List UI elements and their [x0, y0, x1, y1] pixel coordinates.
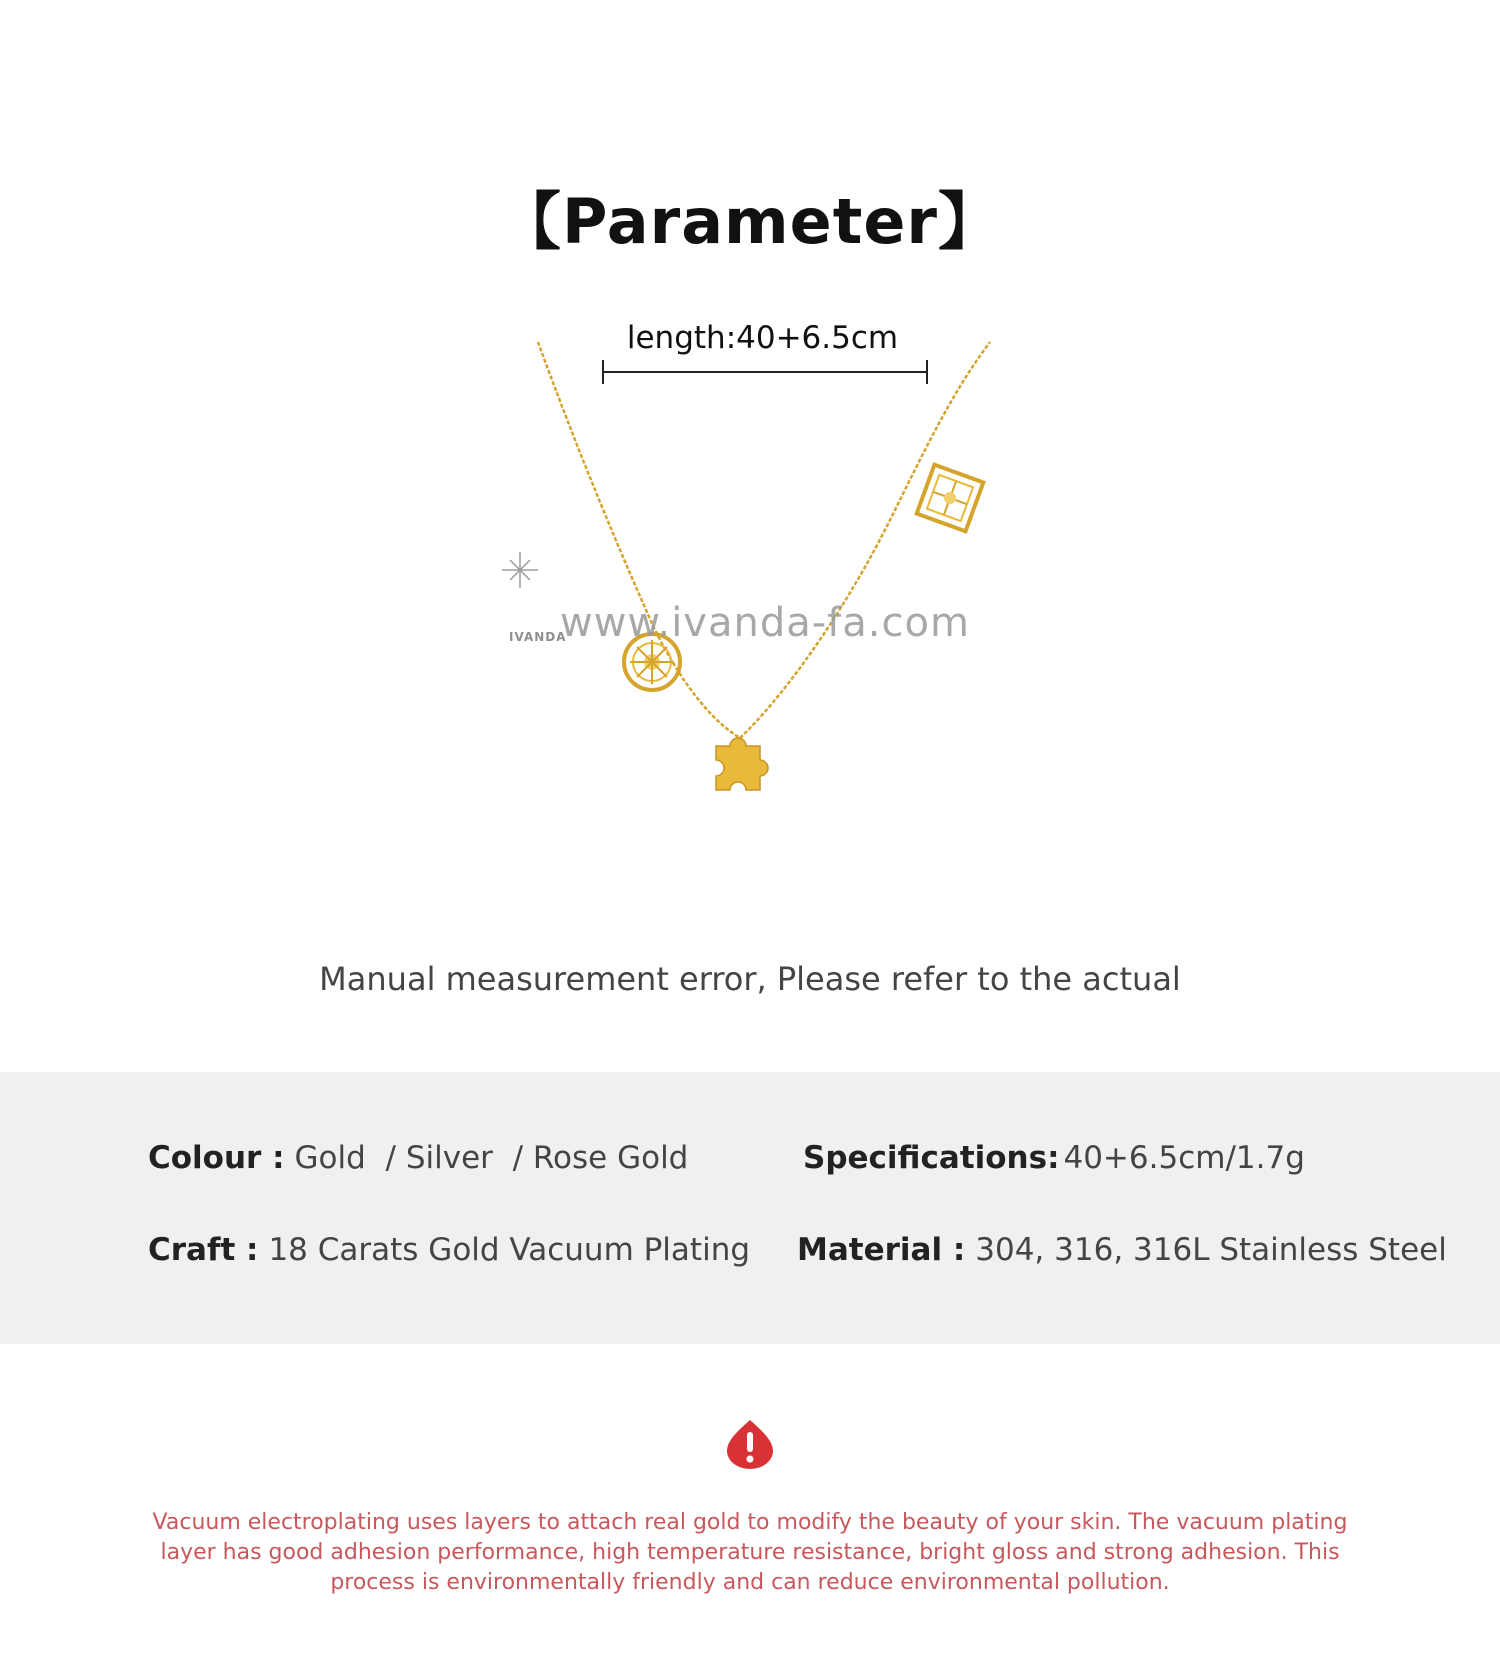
- length-dimension-line: [603, 360, 927, 384]
- length-label: length:40+6.5cm: [626, 320, 899, 356]
- spec-specifications-value: 40+6.5cm/1.7g: [1063, 1140, 1305, 1176]
- warning-text: Vacuum electroplating uses layers to attach real gold to modify the beauty of your skin. The vacuum plating layer has good adhesion performance, high temperature resistance, bright gloss and strong adhesion. This process is environmentally friendly and can reduce environmental pollution.: [152, 1510, 1348, 1595]
- ivanda-star-logo: [502, 552, 538, 588]
- spec-panel: [0, 1072, 1500, 1344]
- exclamation-icon: [725, 1418, 775, 1470]
- spec-craft-value: 18 Carats Gold Vacuum Plating: [268, 1232, 751, 1268]
- spec-craft: [148, 1232, 750, 1268]
- necklace-illustration: [480, 300, 1020, 820]
- spec-colour-label: Colour :: [148, 1140, 285, 1176]
- spec-specifications-label: Specifications:: [803, 1140, 1060, 1176]
- spec-material: [797, 1232, 1447, 1268]
- spec-craft-label: Craft :: [148, 1232, 259, 1268]
- watermark-brand: IVANDA: [509, 630, 567, 644]
- necklace-chain: [538, 342, 990, 738]
- spec-material-value: 304, 316, 316L Stainless Steel: [975, 1232, 1447, 1268]
- page-title: 【Parameter】: [499, 185, 1001, 258]
- measurement-note: Manual measurement error, Please refer to the actual: [319, 960, 1181, 998]
- spec-material-label: Material :: [797, 1232, 966, 1268]
- spec-colour: [148, 1140, 688, 1176]
- spec-colour-value: Gold / Silver / Rose Gold: [294, 1140, 689, 1176]
- spec-specifications: [803, 1140, 1305, 1176]
- puzzle-pendant: [716, 738, 768, 790]
- watermark-url: www.ivanda-fa.com: [560, 600, 970, 646]
- square-pendant: [917, 465, 984, 532]
